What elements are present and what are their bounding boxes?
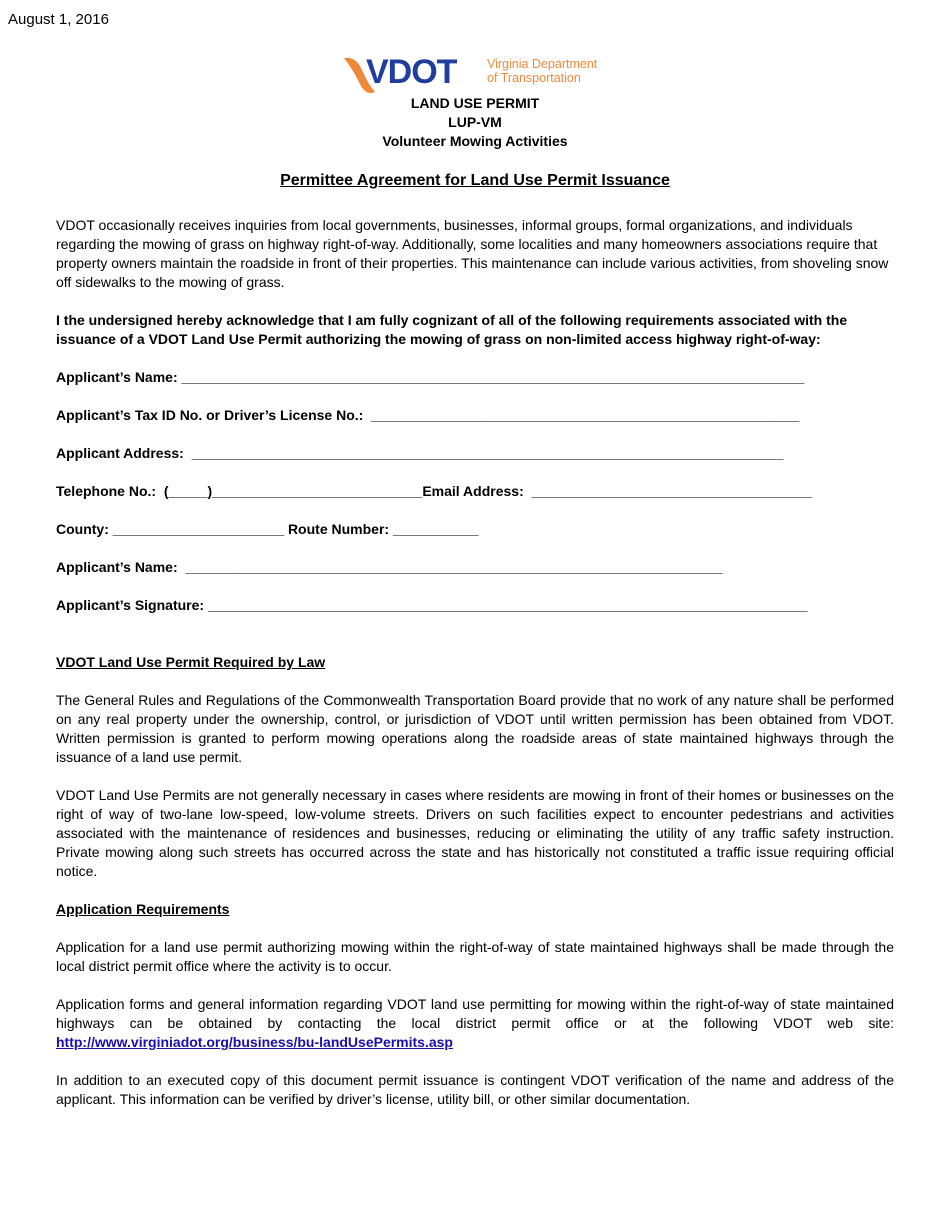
logo-line-2: of Transportation	[487, 71, 581, 85]
document-title: Permittee Agreement for Land Use Permit Issuance	[280, 172, 670, 189]
section-requirements-heading: Application Requirements	[56, 901, 230, 917]
document-date: August 1, 2016	[8, 11, 109, 28]
intro-paragraph: VDOT occasionally receives inquiries from local governments, businesses, informal groups, formal organizations, and individuals regarding the mowing of grass on highway right-of-way. Additionally, some localities and many homeowners associations require that property owners maintain the roadside in front of their properties. This maintenance can include various activities, from shoveling snow off sidewalks to the mowing of grass.	[56, 217, 889, 290]
section-law-heading: VDOT Land Use Permit Required by Law	[56, 654, 326, 670]
logo-wordmark: VDOT	[366, 53, 457, 91]
logo-line-1: Virginia Department	[487, 57, 598, 71]
acknowledgement-paragraph: I the undersigned hereby acknowledge that I am fully cognizant of all of the following requirements associated with the issuance of a VDOT Land Use Permit authorizing the mowing of grass on non-limited access highway right-of-way:	[56, 312, 848, 347]
permit-subtitle: Volunteer Mowing Activities	[382, 133, 568, 149]
document-body	[56, 216, 894, 1128]
tax-id-field[interactable]: Applicant’s Tax ID No. or Driver’s License No.: _______________________________________________________	[56, 407, 800, 423]
law-paragraph-1: The General Rules and Regulations of the Commonwealth Transportation Board provide that no work of any nature shall be performed on any real property under the ownership, control, or jurisdiction of VDOT until written permission has been obtained from VDOT. Written permission is granted to perform mowing operations along the roadside areas of state maintained highways through the issuance of a land use permit.	[56, 692, 894, 765]
vdot-logo	[342, 52, 612, 98]
permit-code: LUP-VM	[448, 114, 502, 130]
permit-title-line: LAND USE PERMIT	[410, 95, 540, 111]
requirements-paragraph-3: In addition to an executed copy of this document permit issuance is contingent VDOT verification of the name and address of the applicant. This information can be verified by driver’s license, utility bill, or other similar documentation.	[56, 1072, 894, 1107]
requirements-paragraph-2-text: Application forms and general information regarding VDOT land use permitting for mowing within the right-of-way of state maintained highways can be obtained by contacting the local district permit office or at the following VDOT web site:	[56, 996, 894, 1031]
applicant-address-field[interactable]: Applicant Address: ____________________________________________________________________________	[56, 445, 784, 461]
permits-website-link[interactable]: http://www.virginiadot.org/business/bu-landUsePermits.asp	[56, 1034, 453, 1050]
telephone-email-field[interactable]: Telephone No.: (_____)___________________________Email Address: ____________________________________	[56, 483, 812, 499]
requirements-paragraph-1: Application for a land use permit authorizing mowing within the right-of-way of state maintained highways shall be made through the local district permit office where the activity is to occur.	[56, 939, 894, 974]
law-paragraph-2: VDOT Land Use Permits are not generally necessary in cases where residents are mowing in front of their homes or businesses on the right of way of two-lane low-speed, low-volume streets. Drivers on such facilities expect to encounter pedestrians and activities associated with the maintenance of residences and businesses, reducing or eliminating the utility of any traffic safety instruction. Private mowing along such streets has occurred across the state and has historically not constituted a traffic issue requiring official notice.	[56, 787, 894, 879]
applicant-name-field-2[interactable]: Applicant’s Name: _____________________________________________________________________	[56, 559, 723, 575]
applicant-name-field[interactable]: Applicant’s Name: ________________________________________________________________________________	[56, 369, 805, 385]
applicant-signature-field[interactable]: Applicant’s Signature: _____________________________________________________________________________	[56, 597, 808, 613]
county-route-field[interactable]: County: ______________________ Route Number: ___________	[56, 521, 479, 537]
requirements-paragraph-2	[56, 995, 894, 1052]
